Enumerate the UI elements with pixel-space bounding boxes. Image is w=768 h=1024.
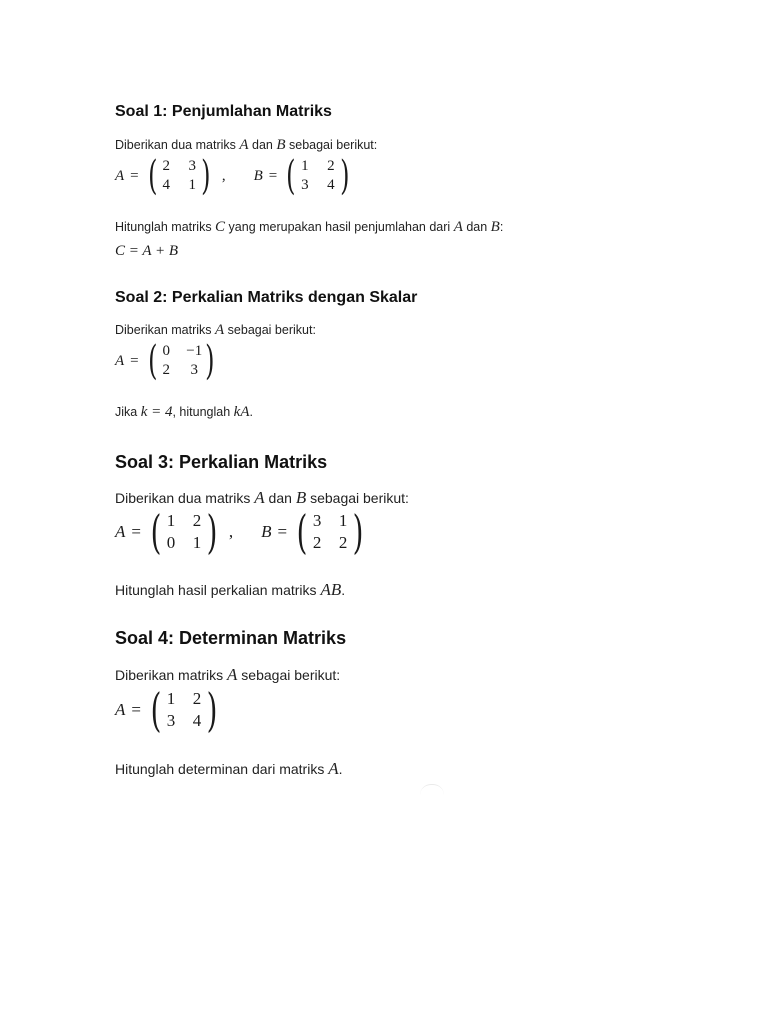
soal-2-title: Soal 2: Perkalian Matriks dengan Skalar xyxy=(115,289,418,306)
matrix-a: ( 0 −1 2 3 ) xyxy=(147,338,215,384)
faint-arc-decoration xyxy=(420,784,444,795)
soal-1-title: Soal 1: Penjumlahan Matriks xyxy=(115,103,332,120)
soal-2-intro: Diberikan matriks A sebagai berikut: xyxy=(115,322,316,338)
soal-4-task: Hitunglah determinan dari matriks A. xyxy=(115,759,343,778)
soal-1-formula: C = A + B xyxy=(115,243,179,259)
soal-2-task: Jika k = 4, hitunglah kA. xyxy=(115,404,253,420)
matrix-b: ( 1 2 3 4 ) xyxy=(286,153,350,199)
matrix-a: ( 1 2 3 4 ) xyxy=(150,683,218,737)
soal-1-intro: Diberikan dua matriks A dan B sebagai berikut: xyxy=(115,137,378,153)
soal-4-intro: Diberikan matriks A sebagai berikut: xyxy=(115,665,341,684)
soal-4-title: Soal 4: Determinan Matriks xyxy=(115,628,347,648)
soal-3-task: Hitunglah hasil perkalian matriks AB. xyxy=(115,580,346,599)
soal-3-intro: Diberikan dua matriks A dan B sebagai berikut: xyxy=(115,488,409,507)
matrix-b: ( 3 1 2 2 ) xyxy=(296,505,364,559)
matrix-a: ( 2 3 4 1 ) xyxy=(147,153,211,199)
soal-3-title: Soal 3: Perkalian Matriks xyxy=(115,452,328,472)
soal-3-matrices: A = ( 1 2 0 1 ) , B = ( 3 1 2 2 ) xyxy=(115,509,367,555)
matrix-a: ( 1 2 0 1 ) xyxy=(150,505,218,559)
soal-1-task: Hitunglah matriks C yang merupakan hasil penjumlahan dari A dan B: xyxy=(115,219,504,235)
soal-1-matrices: A = ( 2 3 4 1 ) , B = ( 1 2 3 4 ) xyxy=(115,156,352,196)
soal-4-matrix: A = ( 1 2 3 4 ) xyxy=(115,687,221,733)
soal-2-matrix: A = ( 0 −1 2 3 ) xyxy=(115,341,218,381)
